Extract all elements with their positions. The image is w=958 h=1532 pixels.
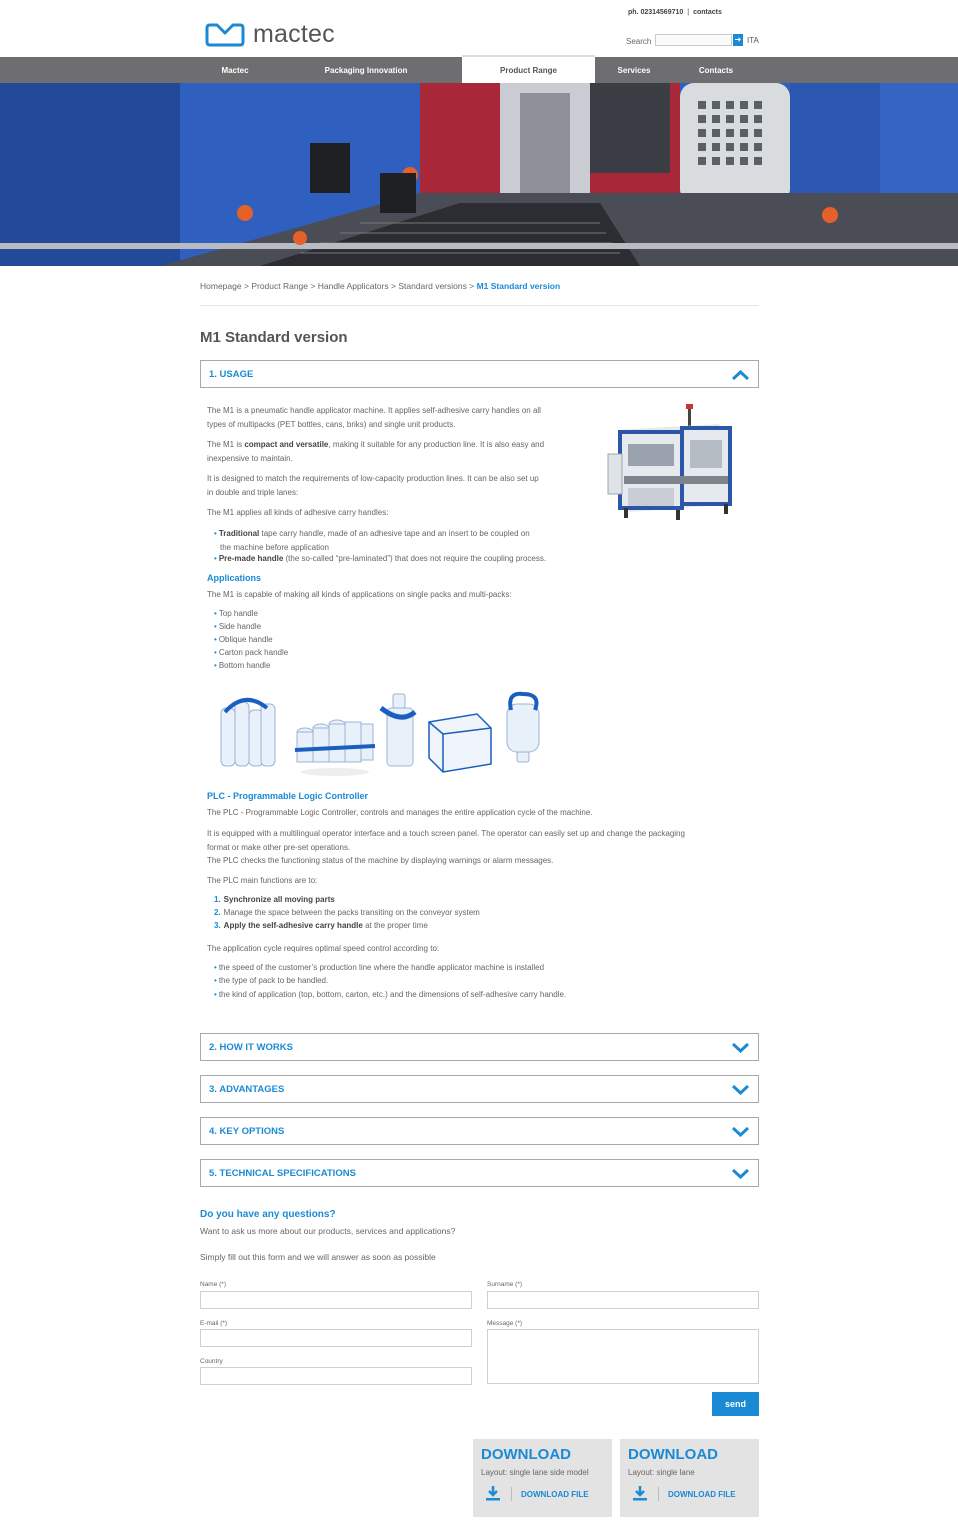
breadcrumb-separator: > bbox=[310, 281, 316, 291]
text-line: The PLC checks the functioning status of the machine by displaying warnings or alarm messages. bbox=[207, 856, 554, 865]
questions-text-1: Want to ask us more about our products, services and applications? bbox=[200, 1226, 456, 1236]
list-item: • Top handle bbox=[214, 609, 258, 618]
message-label: Message (*) bbox=[487, 1320, 523, 1327]
download-layout: Layout: single lane side model bbox=[481, 1468, 589, 1477]
machine-photo bbox=[0, 83, 958, 266]
accordion-label: 5. TECHNICAL SPECIFICATIONS bbox=[209, 1168, 356, 1179]
page-title: M1 Standard version bbox=[200, 329, 348, 346]
phone-number: ph. 02314569710 bbox=[628, 9, 684, 16]
nav-item-packaging-innovation[interactable]: Packaging Innovation bbox=[324, 66, 408, 75]
nav-item-services[interactable]: Services bbox=[617, 66, 651, 75]
text-line: the machine before application bbox=[220, 542, 329, 552]
text-line: in double and triple lanes: bbox=[207, 487, 299, 497]
download-icon[interactable] bbox=[485, 1485, 501, 1501]
accordion-label: 4. KEY OPTIONS bbox=[209, 1126, 285, 1137]
list-item: • Pre-made handle (the so-called “pre-laminated”) that does not require the coupling process. bbox=[214, 554, 547, 563]
download-box-1 bbox=[473, 1439, 612, 1517]
text-line: The M1 is a pneumatic handle applicator machine. It applies self-adhesive carry handles on all bbox=[207, 406, 541, 415]
text-line: tape carry handle, made of an adhesive tape and an insert to be coupled on bbox=[259, 529, 530, 538]
language-switch[interactable]: ITA bbox=[747, 36, 759, 45]
surname-field[interactable] bbox=[487, 1291, 759, 1309]
send-button[interactable]: send bbox=[712, 1392, 759, 1416]
list-item-text: the type of pack to be handled. bbox=[218, 976, 329, 985]
plc-paragraph-2 bbox=[207, 827, 685, 868]
list-item-text: Bottom handle bbox=[218, 661, 271, 670]
machine-image bbox=[600, 404, 740, 524]
list-number: 1. bbox=[214, 895, 221, 904]
accordion-key-options[interactable] bbox=[200, 1117, 759, 1145]
breadcrumb-separator: > bbox=[243, 281, 249, 291]
chevron-down-icon bbox=[732, 1127, 749, 1137]
breadcrumb-separator: > bbox=[391, 281, 396, 291]
nav-item-product-range[interactable]: Product Range bbox=[462, 55, 595, 83]
search-input[interactable] bbox=[655, 34, 732, 46]
list-item-text: at the proper time bbox=[362, 921, 428, 930]
name-field[interactable] bbox=[200, 1291, 472, 1309]
mactec-logo-icon bbox=[204, 22, 246, 48]
plc-title: PLC - Programmable Logic Controller bbox=[207, 791, 369, 801]
email-label: E-mail (*) bbox=[200, 1320, 228, 1327]
mactec-logo[interactable] bbox=[204, 20, 335, 49]
list-item-text: the speed of the customer’s production line where the handle applicator machine is installed bbox=[218, 963, 545, 972]
list-item: • Oblique handle bbox=[214, 635, 273, 644]
list-item: • Traditional tape carry handle, made of an adhesive tape and an insert to be coupled on the machine before application bbox=[214, 529, 530, 552]
list-number: 2. bbox=[214, 908, 221, 917]
divider bbox=[658, 1487, 659, 1501]
search-button[interactable]: ➔ bbox=[734, 35, 742, 44]
surname-label: Surname (*) bbox=[487, 1281, 523, 1288]
list-item: • the kind of application (top, bottom, carton, etc.) and the dimensions of self-adhesive carry handle. bbox=[214, 990, 567, 999]
contacts-link[interactable]: contacts bbox=[693, 9, 722, 16]
usage-paragraph-2 bbox=[207, 438, 544, 465]
accordion-usage[interactable] bbox=[200, 360, 759, 388]
applications-intro: The M1 is capable of making all kinds of applications on single packs and multi-packs: bbox=[207, 590, 512, 599]
chevron-down-icon bbox=[732, 1169, 749, 1179]
top-links-separator: | bbox=[687, 9, 690, 16]
nav-item-mactec[interactable]: Mactec bbox=[221, 66, 249, 75]
text-line: (the so-called “pre-laminated”) that does not require the coupling process. bbox=[283, 554, 547, 563]
message-field[interactable] bbox=[487, 1329, 759, 1384]
accordion-technical-specifications[interactable] bbox=[200, 1159, 759, 1187]
list-item-text: Oblique handle bbox=[218, 635, 273, 644]
text-line: types of multipacks (PET bottles, cans, briks) and single unit products. bbox=[207, 419, 456, 429]
applications-illustration bbox=[215, 688, 555, 784]
text-bold: Traditional bbox=[218, 529, 260, 538]
text-bold: Pre-made handle bbox=[218, 554, 284, 563]
download-file-link[interactable]: DOWNLOAD FILE bbox=[668, 1490, 736, 1499]
plc-paragraph-3: The PLC main functions are to: bbox=[207, 876, 318, 885]
download-layout: Layout: single lane bbox=[628, 1468, 695, 1477]
text-line: inexpensive to maintain. bbox=[207, 453, 293, 463]
plc-paragraph-1: The PLC - Programmable Logic Controller, controls and manages the entire application cycle of the machine. bbox=[207, 808, 593, 817]
accordion-advantages[interactable] bbox=[200, 1075, 759, 1103]
download-icon[interactable] bbox=[632, 1485, 648, 1501]
main-nav bbox=[0, 57, 958, 83]
email-field[interactable] bbox=[200, 1329, 472, 1347]
text-line: The M1 is bbox=[207, 440, 245, 449]
accordion-label: 2. HOW IT WORKS bbox=[209, 1042, 293, 1053]
download-title: DOWNLOAD bbox=[628, 1446, 718, 1463]
download-box-2 bbox=[620, 1439, 759, 1517]
speed-intro: The application cycle requires optimal speed control according to: bbox=[207, 944, 440, 953]
list-item: • Bottom handle bbox=[214, 661, 271, 670]
accordion-label: 3. ADVANTAGES bbox=[209, 1084, 285, 1095]
nav-item-contacts[interactable]: Contacts bbox=[698, 66, 734, 75]
text-line: It is designed to match the requirements of low-capacity production lines. It can be also set up bbox=[207, 474, 539, 483]
download-file-link[interactable]: DOWNLOAD FILE bbox=[521, 1490, 589, 1499]
accordion-label: 1. USAGE bbox=[209, 369, 254, 380]
breadcrumb-current: M1 Standard version bbox=[476, 281, 561, 291]
text-bold: Apply the self-adhesive carry handle bbox=[223, 921, 363, 930]
list-item-text: Side handle bbox=[218, 622, 262, 631]
text-bold: compact and versatile bbox=[244, 440, 329, 449]
chevron-down-icon bbox=[732, 1085, 749, 1095]
name-label: Name (*) bbox=[200, 1281, 227, 1288]
usage-paragraph-3 bbox=[207, 472, 539, 499]
text-line: , making it suitable for any production line. It is also easy and bbox=[328, 440, 545, 449]
list-item-text: Manage the space between the packs transiting on the conveyor system bbox=[223, 908, 480, 917]
breadcrumb-standard-versions[interactable]: Standard versions bbox=[398, 281, 467, 291]
brand-name: mactec bbox=[253, 20, 335, 48]
usage-paragraph-4: The M1 applies all kinds of adhesive carry handles: bbox=[207, 508, 389, 517]
questions-text-2: Simply fill out this form and we will answer as soon as possible bbox=[200, 1252, 436, 1262]
text-line: format or make other pre-set operations. bbox=[207, 842, 351, 852]
usage-paragraph-1 bbox=[207, 404, 541, 431]
divider bbox=[511, 1487, 512, 1501]
chevron-up-icon bbox=[732, 370, 749, 380]
list-item-text: the kind of application (top, bottom, carton, etc.) and the dimensions of self-adhesive carry handle. bbox=[218, 990, 567, 999]
search-label: Search bbox=[626, 37, 652, 46]
top-links bbox=[628, 9, 722, 16]
hero-image bbox=[0, 83, 958, 266]
breadcrumb-separator: > bbox=[469, 281, 475, 291]
download-title: DOWNLOAD bbox=[481, 1446, 571, 1463]
list-item bbox=[214, 908, 480, 917]
list-number: 3. bbox=[214, 921, 221, 930]
accordion-how-it-works[interactable] bbox=[200, 1033, 759, 1061]
chevron-down-icon bbox=[732, 1043, 749, 1053]
list-item: • the speed of the customer’s production line where the handle applicator machine is installed bbox=[214, 963, 545, 972]
breadcrumb-handle-applicators[interactable]: Handle Applicators bbox=[317, 281, 389, 291]
text-line: It is equipped with a multilingual operator interface and a touch screen panel. The operator can easily set up and change the packaging bbox=[207, 829, 685, 838]
list-item-text: Carton pack handle bbox=[218, 648, 289, 657]
breadcrumb-homepage[interactable]: Homepage bbox=[200, 281, 242, 291]
country-field[interactable] bbox=[200, 1367, 472, 1385]
list-item bbox=[214, 895, 335, 904]
list-item: • the type of pack to be handled. bbox=[214, 976, 329, 985]
applications-title: Applications bbox=[207, 573, 262, 583]
text-bold: Synchronize all moving parts bbox=[223, 895, 335, 904]
breadcrumb-product-range[interactable]: Product Range bbox=[251, 281, 309, 291]
country-label: Country bbox=[200, 1358, 223, 1365]
list-item: • Side handle bbox=[214, 622, 262, 631]
divider bbox=[200, 305, 759, 306]
site-header bbox=[0, 0, 958, 57]
list-item bbox=[214, 921, 428, 930]
breadcrumb bbox=[200, 281, 560, 291]
list-item: • Carton pack handle bbox=[214, 648, 289, 657]
list-item-text: Top handle bbox=[218, 609, 258, 618]
questions-title: Do you have any questions? bbox=[200, 1209, 336, 1220]
